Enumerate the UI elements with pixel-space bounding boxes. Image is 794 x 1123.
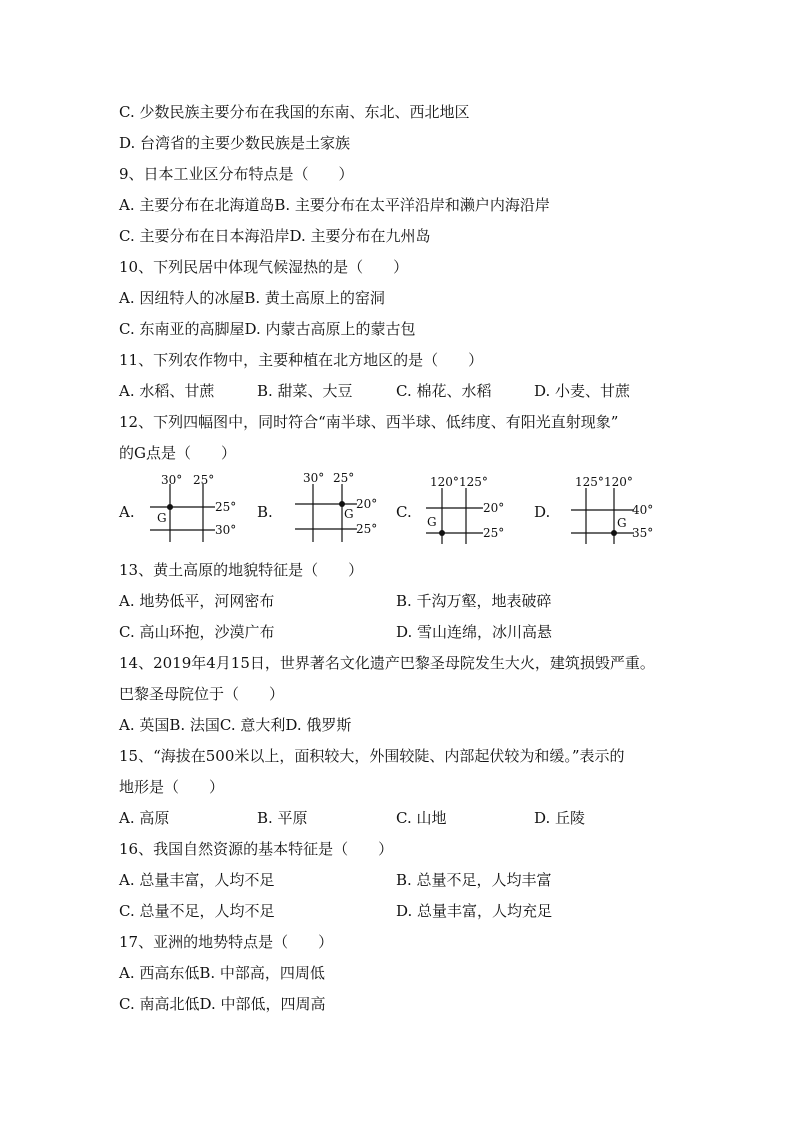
q11-option-a: A. 水稻、甘蔗 (119, 382, 215, 400)
q13-option-d: D. 雪山连绵，冰川高悬 (396, 623, 553, 641)
figure-b-lat2: 25° (356, 522, 378, 536)
q9-options-cd: C. 主要分布在日本海沿岸D. 主要分布在九州岛 (119, 227, 431, 245)
figure-d-lat1: 40° (632, 503, 654, 517)
figure-c-grid (421, 470, 531, 546)
figure-b-lon1: 30° (303, 471, 325, 485)
q11-option-b: B. 甜菜、大豆 (257, 382, 353, 400)
figure-d-lat2: 35° (632, 526, 654, 540)
figure-b-grid (287, 470, 397, 546)
q15-option-c: C. 山地 (396, 809, 447, 827)
q8-option-c: C. 少数民族主要分布在我国的东南、东北、西北地区 (119, 103, 470, 121)
q13-option-b: B. 千沟万壑，地表破碎 (396, 592, 552, 610)
figure-c-lon1: 120° (430, 475, 459, 489)
question-9: 9、日本工业区分布特点是（ ） (119, 165, 354, 183)
question-15-line2: 地形是（ ） (119, 778, 225, 796)
question-11: 11、下列农作物中，主要种植在北方地区的是（ ） (119, 351, 484, 369)
q13-option-a: A. 地势低平，河网密布 (119, 592, 275, 610)
q15-option-a: A. 高原 (119, 809, 170, 827)
figure-a-point (167, 504, 173, 510)
question-17: 17、亚洲的地势特点是（ ） (119, 933, 334, 951)
q16-option-d: D. 总量丰富，人均充足 (396, 902, 553, 920)
figure-a-label: A. (119, 503, 135, 521)
figure-a-lat2: 30° (215, 523, 237, 537)
question-12-line2: 的G点是（ ） (119, 444, 236, 462)
question-10: 10、下列民居中体现气候湿热的是（ ） (119, 258, 409, 276)
q15-option-b: B. 平原 (257, 809, 308, 827)
q13-option-c: C. 高山环抱，沙漠广布 (119, 623, 275, 641)
q8-option-d: D. 台湾省的主要少数民族是土家族 (119, 134, 351, 152)
figure-b-label: B. (257, 503, 273, 521)
q9-options-ab: A. 主要分布在北海道岛B. 主要分布在太平洋沿岸和濑户内海沿岸 (119, 196, 550, 214)
figure-d-point (611, 530, 617, 536)
q14-options: A. 英国B. 法国C. 意大利D. 俄罗斯 (119, 716, 352, 734)
figure-c-point (439, 530, 445, 536)
q16-option-b: B. 总量不足，人均丰富 (396, 871, 552, 889)
figure-d-lon2: 120° (604, 475, 633, 489)
question-14-line1: 14、2019年4月15日，世界著名文化遗产巴黎圣母院发生大火，建筑损毁严重。 (119, 654, 655, 672)
figure-d-g-label: G (617, 516, 627, 530)
question-14-line2: 巴黎圣母院位于（ ） (119, 685, 285, 703)
q16-option-c: C. 总量不足，人均不足 (119, 902, 275, 920)
figure-c-lat1: 20° (483, 501, 505, 515)
figure-b-lon2: 25° (333, 471, 355, 485)
question-12-line1: 12、下列四幅图中，同时符合“南半球、西半球、低纬度、有阳光直射现象” (119, 413, 619, 431)
q17-options-ab: A. 西高东低B. 中部高，四周低 (119, 964, 325, 982)
figure-a-lon1: 30° (161, 473, 183, 487)
q15-option-d: D. 丘陵 (534, 809, 586, 827)
figure-c-g-label: G (427, 515, 437, 529)
q10-options-cd: C. 东南亚的高脚屋D. 内蒙古高原上的蒙古包 (119, 320, 416, 338)
figure-d-label: D. (534, 503, 551, 521)
q11-option-c: C. 棉花、水稻 (396, 382, 492, 400)
figure-a-g-label: G (157, 511, 167, 525)
figure-c-label: C. (396, 503, 412, 521)
figure-d-grid (566, 470, 676, 546)
figure-b-lat1: 20° (356, 497, 378, 511)
figure-c-lon2: 125° (459, 475, 488, 489)
figure-d-lon1: 125° (575, 475, 604, 489)
figure-b-g-label: G (344, 507, 354, 521)
q17-options-cd: C. 南高北低D. 中部低，四周高 (119, 995, 326, 1013)
question-16: 16、我国自然资源的基本特征是（ ） (119, 840, 394, 858)
q10-options-ab: A. 因纽特人的冰屋B. 黄土高原上的窑洞 (119, 289, 385, 307)
figure-a-grid (145, 470, 255, 546)
figure-a-lon2: 25° (193, 473, 215, 487)
question-15-line1: 15、“海拔在500米以上，面积较大，外围较陡、内部起伏较为和缓。”表示的 (119, 747, 625, 765)
question-13: 13、黄土高原的地貌特征是（ ） (119, 561, 364, 579)
figure-c-lat2: 25° (483, 526, 505, 540)
q16-option-a: A. 总量丰富，人均不足 (119, 871, 275, 889)
q11-option-d: D. 小麦、甘蔗 (534, 382, 631, 400)
figure-a-lat1: 25° (215, 500, 237, 514)
